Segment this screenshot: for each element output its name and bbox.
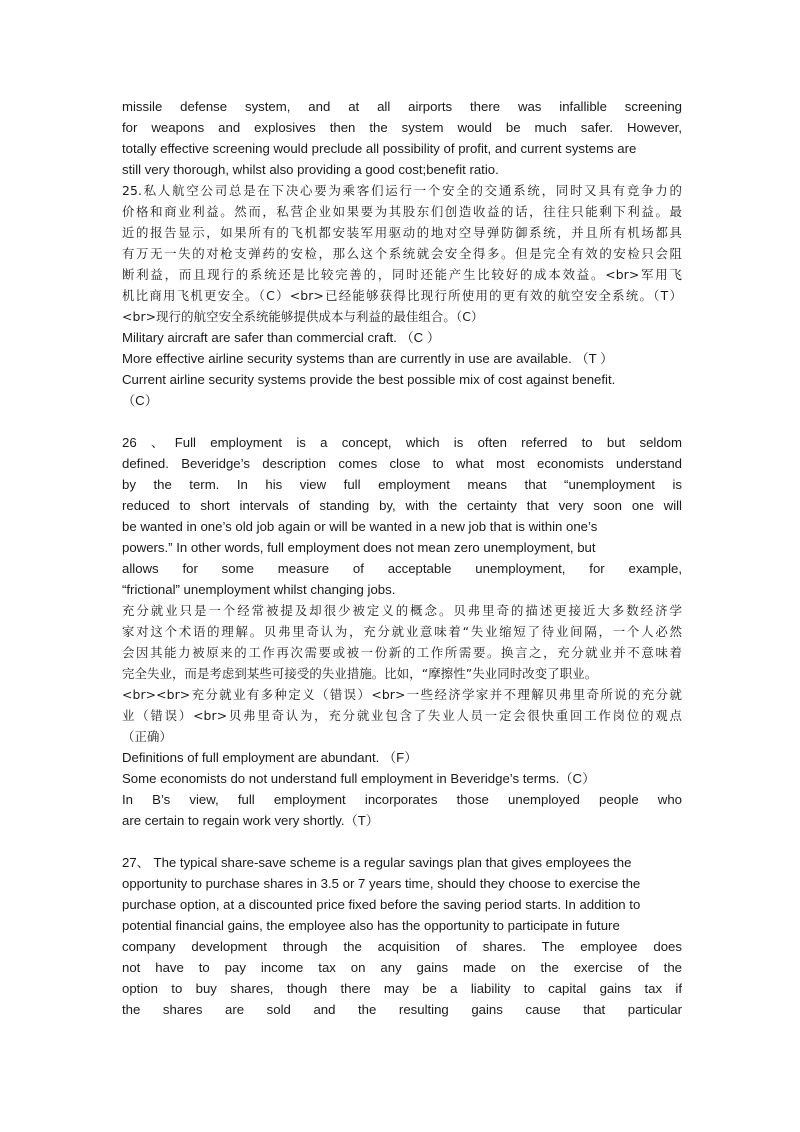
text-line: still very thorough, whilst also providing a good cost;benefit ratio. <box>122 162 499 177</box>
statement-line: More effective airline security systems than are currently in use are available. （T ） <box>122 351 614 366</box>
chinese-line: 25.私人航空公司总是在下决心要为乘客们运行一个安全的交通系统，同时又具有竞争力的 <box>122 183 682 198</box>
chinese-line: （正确） <box>122 729 172 744</box>
passage-24-tail <box>122 96 682 180</box>
chinese-line: 家对这个术语的理解。贝弗里奇认为，充分就业意味着“失业缩短了待业间隔，一个人必然 <box>122 624 682 639</box>
chinese-line: 机比商用飞机更安全。（C）<br>已经能够获得比现行所使用的更有效的航空安全系统。（T） <box>122 288 682 303</box>
text-line: defined. Beveridge’s description comes close to what most economists understand <box>122 456 682 471</box>
chinese-line: 会因其能力被原来的工作再次需要或被一份新的工作所需要。换言之，充分就业并不意味着 <box>122 645 682 660</box>
text-line: reduced to short intervals of standing by, with the certainty that very soon one will <box>122 498 682 513</box>
statement-line: Military aircraft are safer than commercial craft. （C ） <box>122 330 441 345</box>
text-line: powers.” In other words, full employment does not mean zero unemployment, but <box>122 540 596 555</box>
text-line: option to buy shares, though there may be a liability to capital gains tax if <box>122 981 682 996</box>
chinese-line: 近的报告显示，如果所有的飞机都安装军用驱动的地对空导弹防御系统，并且所有机场都具 <box>122 225 682 240</box>
chinese-line: 完全失业，而是考虑到某些可接受的失业措施。比如，“摩擦性”失业同时改变了职业。 <box>122 666 598 681</box>
text-line: purchase option, at a discounted price fixed before the saving period starts. In addition to <box>122 897 641 912</box>
text-line: 26 、Full employment is a concept, which is often referred to but seldom <box>122 435 682 450</box>
text-line: company development through the acquisition of shares. The employee does <box>122 939 682 954</box>
text-line: potential financial gains, the employee also has the opportunity to participate in future <box>122 918 620 933</box>
text-line: for weapons and explosives then the system would be much safer. However, <box>122 120 682 135</box>
chinese-line: 业（错误）<br>贝弗里奇认为，充分就业包含了失业人员一定会很快重回工作岗位的观点 <box>122 708 682 723</box>
chinese-line: 断利益，而且现行的系统还是比较完善的，同时还能产生比较好的成本效益。<br>军用飞 <box>122 267 682 282</box>
chinese-line: 充分就业只是一个经常被提及却很少被定义的概念。贝弗里奇的描述更接近大多数经济学 <box>122 603 682 618</box>
statement-line: Some economists do not understand full employment in Beveridge’s terms.（C） <box>122 771 596 786</box>
chinese-line: 有万无一失的对枪支弹药的安检，那么这个系统就会安全得多。但是完全有效的安检只会阻 <box>122 246 682 261</box>
text-line: not have to pay income tax on any gains made on the exercise of the <box>122 960 682 975</box>
statement-line: Definitions of full employment are abundant. （F） <box>122 750 418 765</box>
chinese-line: <br>现行的航空安全系统能够提供成本与利益的最佳组合。（C） <box>122 309 484 324</box>
paragraph-gap <box>122 411 682 432</box>
text-line: by the term. In his view full employment means that “unemployment is <box>122 477 682 492</box>
text-line: missile defense system, and at all airports there was infallible screening <box>122 99 682 114</box>
statement-line: are certain to regain work very shortly.（T） <box>122 813 379 828</box>
passage-25 <box>122 180 682 411</box>
text-line: the shares are sold and the resulting gains cause that particular <box>122 1002 682 1017</box>
passage-27 <box>122 852 682 1020</box>
chinese-line: 价格和商业利益。然而，私营企业如果要为其股东们创造收益的话，往往只能剩下利益。最 <box>122 204 682 219</box>
passage-26 <box>122 432 682 831</box>
text-line: totally effective screening would preclude all possibility of profit, and current systems are <box>122 141 637 156</box>
paragraph-gap <box>122 831 682 852</box>
text-line: opportunity to purchase shares in 3.5 or 7 years time, should they choose to exercise the <box>122 876 641 891</box>
statement-line: （C） <box>122 393 158 408</box>
statement-line: In B’s view, full employment incorporates those unemployed people who <box>122 792 682 807</box>
text-line: 27、 The typical share-save scheme is a regular savings plan that gives employees the <box>122 855 632 870</box>
text-line: be wanted in one’s old job again or will be wanted in a new job that is within one’s <box>122 519 598 534</box>
document-page <box>122 96 682 1020</box>
text-line: allows for some measure of acceptable unemployment, for example, <box>122 561 682 576</box>
chinese-line: <br><br>充分就业有多种定义（错误）<br>一些经济学家并不理解贝弗里奇所说的充分就 <box>122 687 682 702</box>
statement-line: Current airline security systems provide the best possible mix of cost against benefit. <box>122 372 616 387</box>
text-line: “frictional” unemployment whilst changing jobs. <box>122 582 396 597</box>
